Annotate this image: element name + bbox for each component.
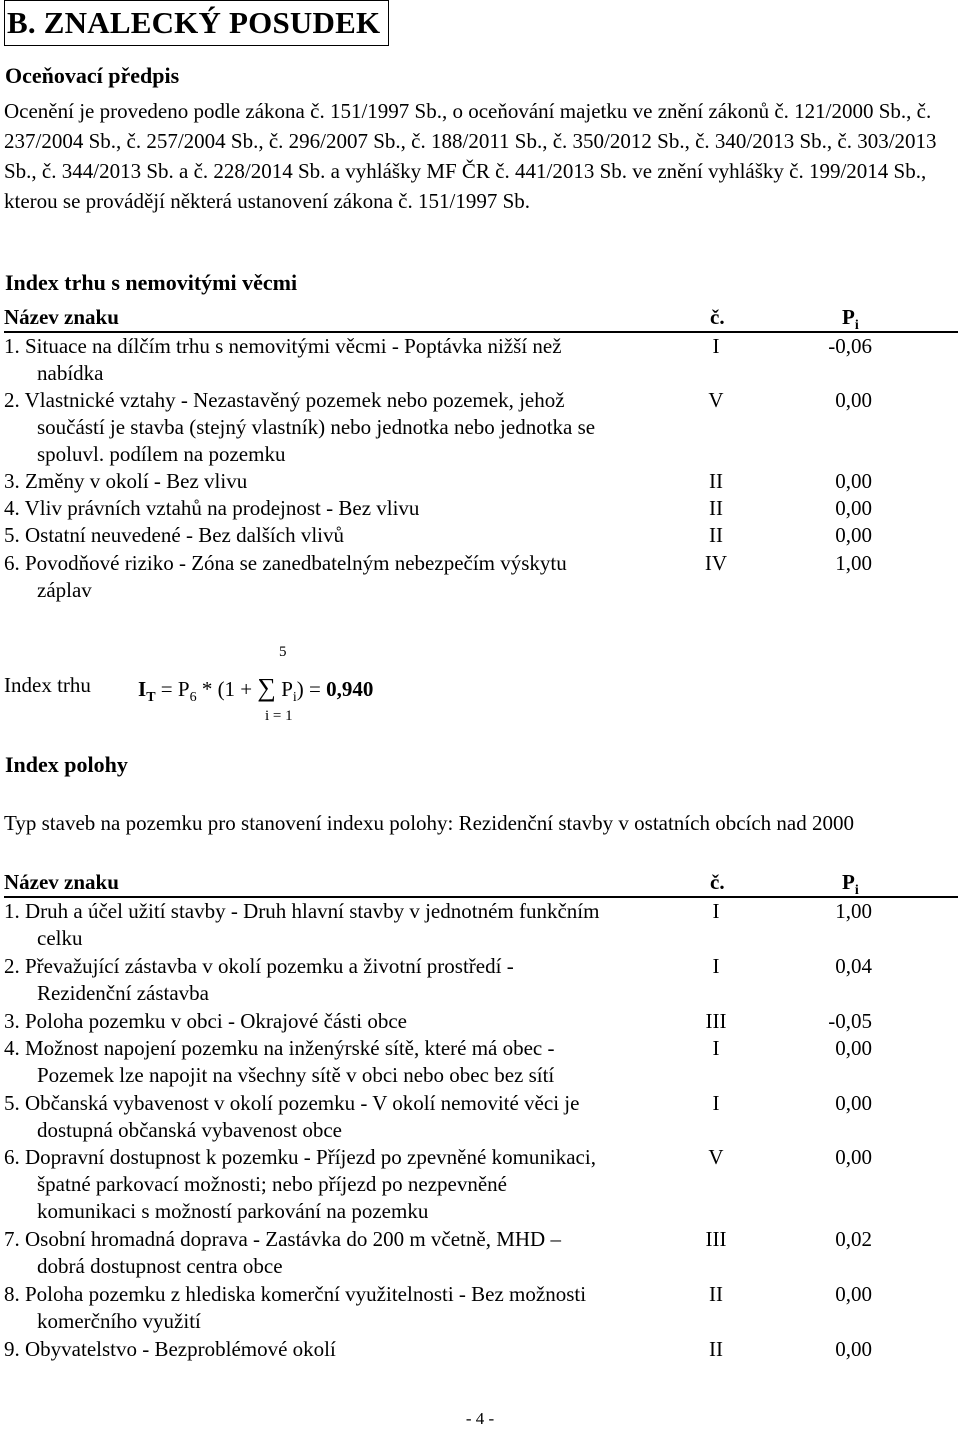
row-label: 6. Dopravní dostupnost k pozemku - Příjezd po zpevněné komunikaci, špatné parkovací možnosti; nebo příjezd po nezpevněné komunikaci s možností parkování na pozemku bbox=[4, 1145, 596, 1223]
formula-label: Index trhu bbox=[4, 673, 91, 697]
row-label: 6. Povodňové riziko - Zóna se zanedbatelným nebezpečím výskytu záplav bbox=[4, 551, 567, 602]
row-value: 1,00 bbox=[835, 551, 872, 575]
row-value: 0,00 bbox=[835, 388, 872, 412]
row-label: 7. Osobní hromadná doprava - Zastávka do 200 m včetně, MHD – dobrá dostupnost centra obce bbox=[4, 1227, 561, 1278]
location-index-table-header bbox=[4, 868, 958, 898]
col-name-header: Název znaku bbox=[4, 305, 119, 329]
col-class-header: č. bbox=[710, 305, 725, 329]
row-class: I bbox=[712, 1036, 720, 1060]
row-label: 8. Poloha pozemku z hlediska komerční využitelnosti - Bez možnosti komerčního využití bbox=[4, 1282, 587, 1333]
row-class: II bbox=[709, 1282, 723, 1306]
location-type-text: Typ staveb na pozemku pro stanovení indexu polohy: Rezidenční stavby v ostatních obcích nad 2000 bbox=[4, 811, 855, 835]
row-class: I bbox=[712, 334, 720, 358]
row-class: IV bbox=[704, 551, 728, 575]
page-number: - 4 - bbox=[465, 1409, 495, 1428]
col-name-header: Název znaku bbox=[4, 870, 119, 894]
row-value: 0,00 bbox=[835, 523, 872, 547]
row-label: 4. Možnost napojení pozemku na inženýrské sítě, které má obec - Pozemek lze napojit na všechny sítě v obci nebo obec bez sítí bbox=[4, 1036, 555, 1087]
row-value: 0,00 bbox=[835, 1145, 872, 1169]
row-value: 0,00 bbox=[835, 1036, 872, 1060]
row-label: 1. Situace na dílčím trhu s nemovitými věcmi - Poptávka nižší než nabídka bbox=[4, 334, 562, 385]
row-class: III bbox=[705, 1009, 727, 1033]
row-value: 0,02 bbox=[835, 1227, 872, 1251]
row-class: II bbox=[709, 523, 723, 547]
row-label: 5. Občanská vybavenost v okolí pozemku - V okolí nemovité věci je dostupná občanská vybavenost obce bbox=[4, 1091, 580, 1142]
row-class: II bbox=[709, 1337, 723, 1361]
page-title: B. ZNALECKÝ POSUDEK bbox=[4, 0, 389, 46]
col-class-header: č. bbox=[710, 870, 725, 894]
row-value: 1,00 bbox=[835, 899, 872, 923]
sum-upper-limit: 5 bbox=[279, 644, 287, 660]
row-value: 0,00 bbox=[835, 1282, 872, 1306]
market-index-heading: Index trhu s nemovitými věcmi bbox=[5, 270, 298, 295]
valuation-text: Ocenění je provedeno podle zákona č. 151/1997 Sb., o oceňování majetku ve znění zákonů č. 121/2000 Sb., č. 237/2004 Sb., č. 257/2004 Sb., č. 296/2007 Sb., č. 188/2011 Sb., č. 350/2012 Sb., č. 340/2013 Sb., č. 303/2013 Sb., č. 344/2013 Sb. a č. 228/2014 Sb. a vyhlášky MF ČR č. 441/2013 Sb. ve znění vyhlášky č. 199/2014 Sb., kterou se provádějí některá ustanovení zákona č. 151/1997 Sb. bbox=[4, 99, 937, 213]
location-index-heading: Index polohy bbox=[5, 752, 128, 777]
row-value: -0,06 bbox=[828, 334, 872, 358]
row-value: 0,00 bbox=[835, 496, 872, 520]
row-class: I bbox=[712, 1091, 720, 1115]
sum-lower-limit: i = 1 bbox=[265, 708, 293, 724]
row-value: 0,00 bbox=[835, 1337, 872, 1361]
row-label: 3. Změny v okolí - Bez vlivu bbox=[4, 469, 248, 493]
row-class: V bbox=[708, 1145, 724, 1169]
row-value: 0,00 bbox=[835, 1091, 872, 1115]
market-index-result: 0,940 bbox=[326, 677, 374, 701]
valuation-heading: Oceňovací předpis bbox=[5, 63, 180, 88]
row-value: 0,04 bbox=[835, 954, 872, 978]
row-label: 1. Druh a účel užití stavby - Druh hlavní stavby v jednotném funkčním celku bbox=[4, 899, 600, 950]
row-class: II bbox=[709, 469, 723, 493]
row-label: 2. Převažující zástavba v okolí pozemku a životní prostředí - Rezidenční zástavba bbox=[4, 954, 514, 1005]
row-class: III bbox=[705, 1227, 727, 1251]
row-class: I bbox=[712, 954, 720, 978]
row-class: V bbox=[708, 388, 724, 412]
market-index-formula: $I_T = P_6 * (1$ + ∑ $P_i) = 0,940$ bbox=[138, 673, 374, 706]
row-value: -0,05 bbox=[828, 1009, 872, 1033]
row-value: 0,00 bbox=[835, 469, 872, 493]
col-p-header: $P_i$ bbox=[842, 870, 859, 899]
row-class: I bbox=[712, 899, 720, 923]
col-p-header: $P_i$ bbox=[842, 305, 859, 334]
row-label: 4. Vliv právních vztahů na prodejnost - Bez vlivu bbox=[4, 496, 420, 520]
row-label: 3. Poloha pozemku v obci - Okrajové části obce bbox=[4, 1009, 407, 1033]
sigma-symbol: ∑ bbox=[257, 673, 276, 702]
row-label: 5. Ostatní neuvedené - Bez dalších vlivů bbox=[4, 523, 344, 547]
row-label: 2. Vlastnické vztahy - Nezastavěný pozemek nebo pozemek, jehož součástí je stavba (stejný vlastník) nebo jednotka nebo jednotka se spoluvl. podílem na pozemku bbox=[4, 388, 596, 466]
market-index-table-header bbox=[4, 303, 958, 333]
row-class: II bbox=[709, 496, 723, 520]
row-label: 9. Obyvatelstvo - Bezproblémové okolí bbox=[4, 1337, 336, 1361]
